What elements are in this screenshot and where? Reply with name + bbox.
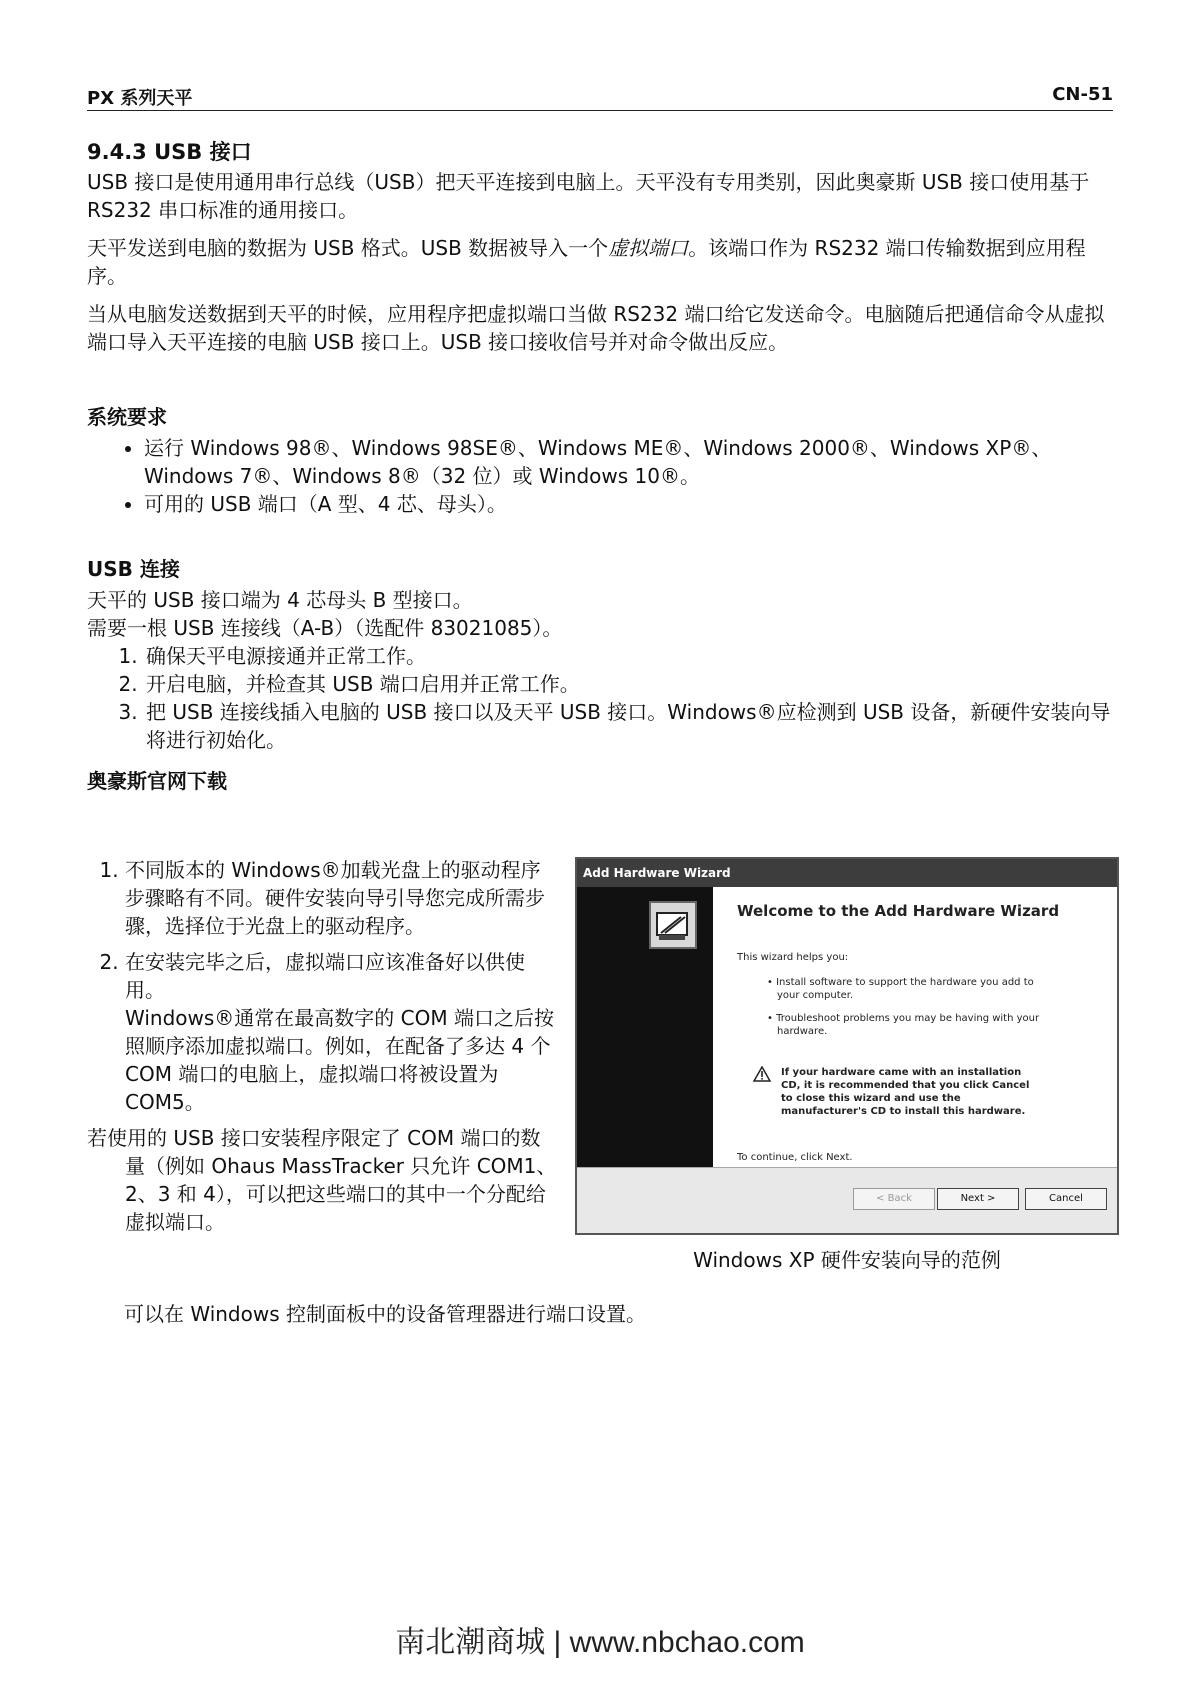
download-step-2 [125, 948, 557, 1116]
paragraph-2 [87, 234, 1120, 290]
wizard-warning: If your hardware came with an installation CD, it is recommended that you click Cancel to close this wizard and use the manufacturer's CD to install this hardware. [753, 1066, 1041, 1118]
next-button[interactable]: Next > [937, 1188, 1019, 1210]
wizard-continue-text: To continue, click Next. [737, 1152, 853, 1163]
wizard-heading: Welcome to the Add Hardware Wizard [737, 902, 1060, 920]
connection-heading: USB 连接 [87, 557, 180, 581]
virtual-port-term: 虚拟端口 [608, 236, 689, 260]
step-3: 3. 把 USB 连接线插入电脑的 USB 接口以及天平 USB 接口。Windows®应检测到 USB 设备，新硬件安装向导将进行初始化。 [144, 698, 1120, 754]
header-title: PX 系列天平 [87, 88, 193, 109]
page-number: CN-51 [1052, 84, 1113, 105]
wizard-button-bar [577, 1167, 1117, 1234]
step-1: 1. 确保天平电源接通并正常工作。 [144, 642, 1120, 670]
section-title: 9.4.3 USB 接口 [87, 140, 252, 164]
paragraph-2-end: 。该端口作为 RS232 端口传输数据到应用程序。 [87, 236, 1086, 288]
download-steps [87, 856, 557, 1116]
page-header [87, 84, 1113, 111]
wizard-bullet-2: • Troubleshoot problems you may be having with your hardware. [767, 1013, 1040, 1037]
paragraph-2-start: 天平发送到电脑的数据为 USB 格式。USB 数据被导入一个 [87, 236, 609, 260]
footer-watermark: 南北潮商城 | www.nbchao.com [395, 1626, 805, 1659]
paragraph-3: 当从电脑发送数据到天平的时候，应用程序把虚拟端口当做 RS232 端口给它发送命令。电脑随后把通信命令从虚拟端口导入天平连接的电脑 USB 接口上。USB 接口接收信号并对命令做出反应。 [87, 302, 1105, 354]
step-2: 2. 开启电脑，并检查其 USB 端口启用并正常工作。 [144, 670, 1120, 698]
main-content [87, 138, 1120, 798]
connection-steps [87, 642, 1120, 754]
requirement-port: • 可用的 USB 端口（A 型、4 芯、母头）。 [144, 490, 1120, 518]
connection-line-1: 天平的 USB 接口端为 4 芯母头 B 型接口。 [87, 588, 473, 612]
wizard-title-bar: Add Hardware Wizard [577, 859, 1117, 887]
wizard-bullet-1: • Install software to support the hardware you add to your computer. [767, 977, 1034, 1001]
requirements-list [87, 434, 1120, 518]
figure-caption: Windows XP 硬件安装向导的范例 [693, 1248, 1001, 1272]
back-button[interactable]: < Back [853, 1188, 935, 1210]
requirement-os: • 运行 Windows 98®、Windows 98SE®、Windows ME®、Windows 2000®、Windows XP®、Windows 7®、Windows 8®（32 位）或 Windows 10®。 [144, 434, 1120, 490]
port-setting-note: 可以在 Windows 控制面板中的设备管理器进行端口设置。 [124, 1302, 646, 1326]
com-port-note: 若使用的 USB 接口安装程序限定了 COM 端口的数量（例如 Ohaus MassTracker 只允许 COM1、2、3 和 4），可以把这些端口的其中一个分配给虚拟端口。 [87, 1126, 557, 1234]
wizard-body [713, 887, 1117, 1167]
download-step-2b: Windows®通常在最高数字的 COM 端口之后按照顺序添加虚拟端口。例如，在配备了多达 4 个 COM 端口的电脑上，虚拟端口将被设置为 COM5。 [125, 1006, 554, 1114]
download-step-1: 1. 不同版本的 Windows®加载光盘上的驱动程序步骤略有不同。硬件安装向导引导您完成所需步骤，选择位于光盘上的驱动程序。 [125, 856, 557, 940]
download-step-2a: 2. 在安装完毕之后，虚拟端口应该准备好以供使用。 [125, 950, 525, 1002]
download-section [87, 856, 557, 1236]
download-heading: 奥豪斯官网下载 [87, 769, 227, 793]
warning-icon [753, 1066, 771, 1086]
connection-line-2: 需要一根 USB 连接线（A-B）（选配件 83021085）。 [87, 616, 563, 640]
hardware-wizard-screenshot [575, 857, 1119, 1235]
paragraph-1: USB 接口是使用通用串行总线（USB）把天平连接到电脑上。天平没有专用类别，因此奥豪斯 USB 接口使用基于 RS232 串口标准的通用接口。 [87, 170, 1090, 222]
wizard-side-panel [577, 887, 713, 1167]
requirements-heading: 系统要求 [87, 405, 167, 429]
wizard-intro: This wizard helps you: [737, 952, 849, 963]
hardware-icon [649, 901, 697, 949]
cancel-button[interactable]: Cancel [1025, 1188, 1107, 1210]
